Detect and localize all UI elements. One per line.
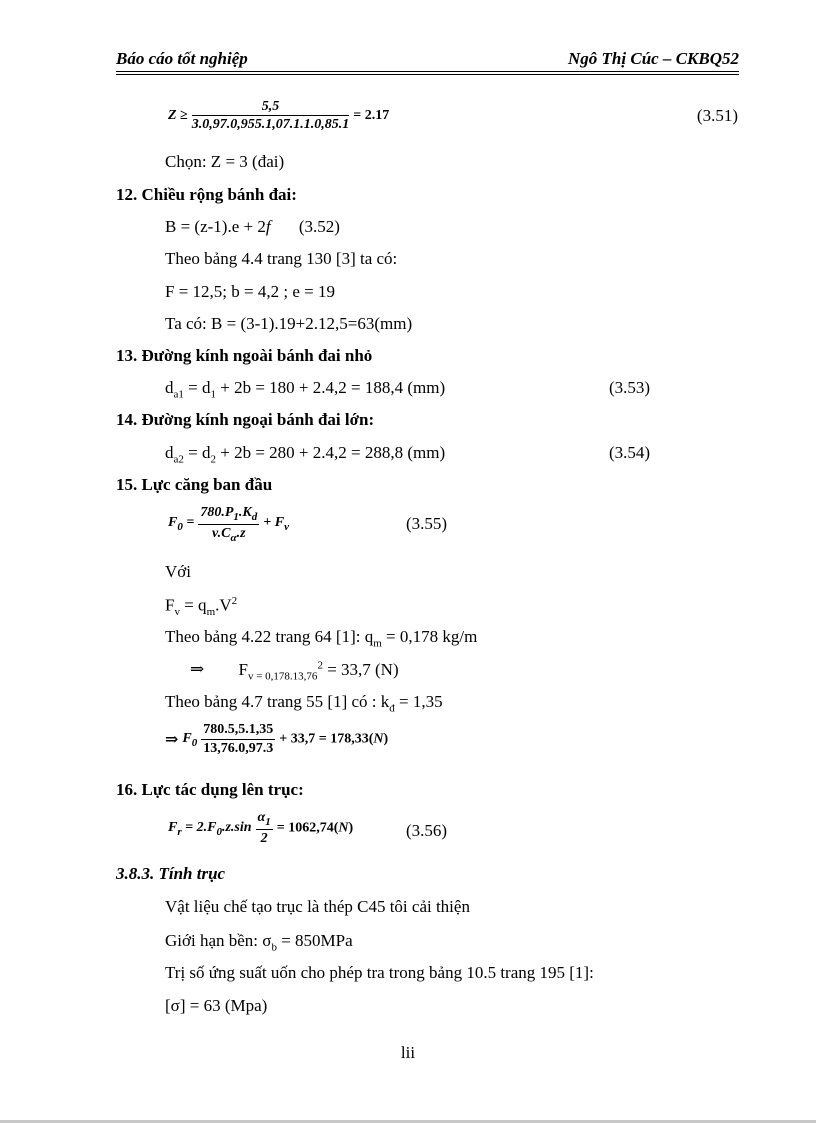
equation-tag: (3.56) — [406, 821, 448, 840]
text-line: Trị số ứng suất uốn cho phép tra trong bảng 10.5 trang 195 [1]: — [165, 963, 594, 982]
text-line: Giới hạn bền: $\sigma_b = 850MPa$ — [165, 931, 353, 954]
header-rule-thin — [116, 71, 739, 72]
equation-tag: (3.51) — [696, 106, 738, 125]
text-line: Theo bảng 4.4 trang 130 [3] ta có: — [165, 249, 398, 268]
implies-icon: ⇒ — [190, 659, 205, 679]
formula-3-55: $F_0$ = $\frac{780.P_1.K_d}{v.C_\alpha.z}$ + $F_v$ — [168, 505, 289, 544]
text-line: Ta có: B = (3-1).19+2.12,5=63(mm) — [165, 314, 413, 333]
text-line: Theo bảng 4.7 trang 55 [1] có : $k_đ = 1,35$ — [165, 692, 443, 715]
formula-3-52: B = (z-1).e + 2f (3.52) — [165, 217, 340, 236]
equation-tag: (3.55) — [406, 514, 448, 533]
implies-icon: ⇒ — [165, 731, 179, 749]
fraction: $\frac{780.P_1.K_d}{v.C_\alpha.z}$ — [200, 505, 258, 544]
header-left: Báo cáo tốt nghiệp — [116, 49, 248, 68]
equation-3-51: Z ≥ $\frac{5,5}{3.0,97.0,955.1,07.1.1.0,85.1}$ = 2.17 — [168, 99, 390, 132]
text-line: F = 12,5; b = 4,2 ; e = 19 — [165, 282, 335, 301]
subsection-3-8-3-title: 3.8.3. Tính trục — [116, 864, 226, 883]
text-line: Theo bảng 4.22 trang 64 [1]: $q_m = 0,178$ kg/m — [165, 627, 478, 650]
section-14-title: 14. Đường kính ngoại bánh đai lớn: — [116, 410, 375, 429]
formula-3-56: $F_r = 2.F_0.z.\sin$ $\frac{\alpha_1}{2}$ = 1062,74(N) — [168, 810, 354, 846]
section-16-title: 16. Lực tác dụng lên trục: — [116, 780, 304, 799]
formula-f0-result: ⇒ $F_0$ $\frac{780.5,5.1,35}{13,76.0,97.3}$ + 33,7 = 178,33(N) — [165, 722, 389, 756]
page-number: lii — [400, 1043, 416, 1062]
choice-line: Chọn: Z = 3 (đai) — [165, 152, 285, 171]
section-13-title: 13. Đường kính ngoài bánh đai nhỏ — [116, 346, 373, 365]
equation-tag: (3.54) — [609, 443, 651, 462]
section-15-title: 15. Lực căng ban đầu — [116, 475, 273, 494]
header-right: Ngô Thị Cúc – CKBQ52 — [568, 49, 739, 68]
section-12-title: 12. Chiều rộng bánh đai: — [116, 185, 297, 204]
equation-tag: (3.53) — [609, 378, 651, 397]
formula-3-53: $d_{a1} = d_1 + 2b = 180 + 2.4,2 = 188,4$ (mm) — [165, 378, 446, 401]
formula-3-54: $d_{a2} = d_2 + 2b = 280 + 2.4,2 = 288,8$ (mm) — [165, 443, 446, 466]
fraction: $\frac{\alpha_1}{2}$ — [257, 810, 271, 846]
fraction: $\frac{5,5}{3.0,97.0,955.1,07.1.1.0,85.1}$ — [191, 99, 350, 132]
text-line: Với — [165, 562, 191, 581]
text-line: [σ] = 63 (Mpa) — [165, 996, 268, 1015]
text-line: Vật liệu chế tạo trục là thép C45 tôi cải thiện — [165, 897, 470, 916]
header-rule-thick — [116, 74, 739, 75]
formula-fv-value: ⇒ $F_{v = 0,178.13,76}^2 = 33,7$ (N) — [190, 659, 399, 683]
fraction: $\frac{780.5,5.1,35}{13,76.0,97.3}$ — [203, 722, 274, 756]
formula-fv: $F_v = q_m.V^2$ — [165, 595, 238, 619]
